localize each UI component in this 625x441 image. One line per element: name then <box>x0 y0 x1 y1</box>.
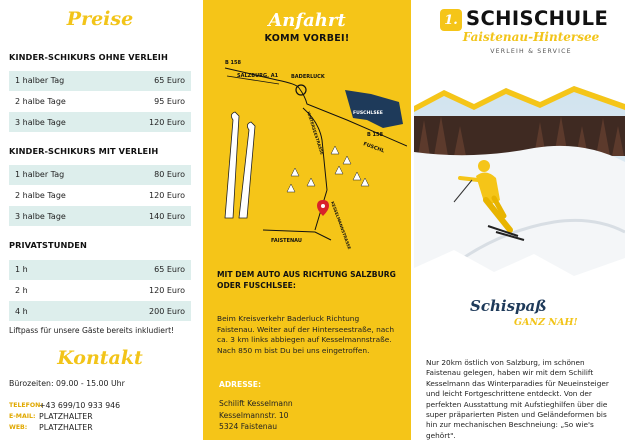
phone-number[interactable]: +43 699/10 933 946 <box>39 401 121 410</box>
price-table-private-lessons <box>9 260 191 322</box>
logo-title: SCHISCHULE <box>466 7 609 30</box>
lake-shape <box>345 90 403 128</box>
map-label-b158-right: B 158 <box>367 132 383 138</box>
table-row: 1 h 65 Euro <box>9 260 191 281</box>
section-heading-without-rental: KINDER-SCHIKURS OHNE VERLEIH <box>9 52 168 62</box>
table-row: 4 h 200 Euro <box>9 301 191 322</box>
directions-subtitle: KOMM VORBEI! <box>264 33 350 44</box>
table-row: 1 halber Tag 80 Euro <box>9 165 191 186</box>
address-block <box>219 398 293 433</box>
tree-icons <box>287 146 369 192</box>
directions-panel <box>203 0 411 440</box>
price-table-without-rental <box>9 71 191 133</box>
table-row: 3 halbe Tage 120 Euro <box>9 112 191 133</box>
table-row: 1 halber Tag 65 Euro <box>9 71 191 92</box>
address-line: Kesselmannstr. 10 <box>219 410 289 420</box>
intro-text: Nur 20km östlich von Salzburg, im schönen Faistenau gelegen, haben wir mit dem Schilift Kesselmann das Winterparadies für Neueinsteiger und leicht Fortgeschrittene entdeckt. Von der perfekten Ausstattung mit Aufstieghilfen über die super präparierten Pisten und Geländeformen bis hin zur mechanischen Beschneiung: „So wie's gehört". <box>426 358 609 440</box>
map-label-fuschl: FUSCHL <box>362 141 386 155</box>
table-row: 2 halbe Tage 95 Euro <box>9 92 191 113</box>
office-hours: Bürozeiten: 09.00 - 15.00 Uhr <box>9 379 125 388</box>
address-heading: ADRESSE: <box>219 380 262 389</box>
logo-subtitle: Faistenau-Hintersee <box>462 30 600 44</box>
contact-label: E-MAIL: <box>9 413 36 420</box>
web-value[interactable]: PLATZHALTER <box>39 423 93 432</box>
address-line: Schilift Kesselmann <box>219 399 293 408</box>
section-heading-with-rental: KINDER-SCHIKURS MIT VERLEIH <box>9 146 159 156</box>
headline-sub: GANZ NAH! <box>514 317 578 328</box>
by-car-heading: MIT DEM AUTO AUS RICHTUNG SALZBURG ODER FUSCHLSEE: <box>217 270 396 290</box>
map-label-kesselmannstrasse: KESSELMANNSTRASSE <box>330 200 353 250</box>
logo-tagline: VERLEIH & SERVICE <box>490 48 572 55</box>
section-heading-private-lessons: PRIVATSTUNDEN <box>9 240 87 250</box>
skis-illustration <box>225 112 255 218</box>
table-row: 2 halbe Tage 120 Euro <box>9 186 191 207</box>
map-label-salzburg: SALZBURG, A1 <box>237 73 279 79</box>
address-line: 5324 Faistenau <box>219 422 278 431</box>
logo-badge: 1. <box>440 9 462 31</box>
table-row: 3 halbe Tage 140 Euro <box>9 206 191 227</box>
contact-email <box>9 412 93 421</box>
prices-panel <box>0 0 200 440</box>
map-label-hinterseestrasse: HINTERSEESTRASSE <box>306 110 325 156</box>
contact-title: Kontakt <box>57 347 143 369</box>
map-label-fuschlsee: FUSCHLSEE <box>353 111 383 116</box>
contact-label: WEB: <box>9 424 28 431</box>
table-row: 2 h 120 Euro <box>9 281 191 302</box>
directions-title: Anfahrt <box>268 10 346 31</box>
route-description: Beim Kreisverkehr Baderluck Richtung Faistenau. Weiter auf der Hinterseestraße, nach ca. 3 km links abbiegen auf Kesselmannstraße. Nach 850 m bist Du bei uns eingetroffen. <box>217 314 395 355</box>
map-label-b158: B 158 <box>225 60 241 66</box>
directions-map <box>207 50 407 260</box>
skier-photo <box>414 82 625 282</box>
map-label-faistenau: FAISTENAU <box>271 238 302 244</box>
email-value[interactable]: PLATZHALTER <box>39 412 93 421</box>
headline: Schispaß <box>470 297 547 315</box>
school-panel <box>414 0 625 440</box>
price-table-with-rental <box>9 165 191 227</box>
contact-web <box>9 423 93 432</box>
location-pin-icon <box>317 200 329 216</box>
prices-title: Preise <box>66 8 134 30</box>
map-label-baderluck: BADERLUCK <box>291 74 325 80</box>
contact-label: TELEFON: <box>9 402 43 409</box>
liftpass-note: Liftpass für unsere Gäste bereits inkludiert! <box>9 326 175 335</box>
contact-phone <box>9 401 120 410</box>
